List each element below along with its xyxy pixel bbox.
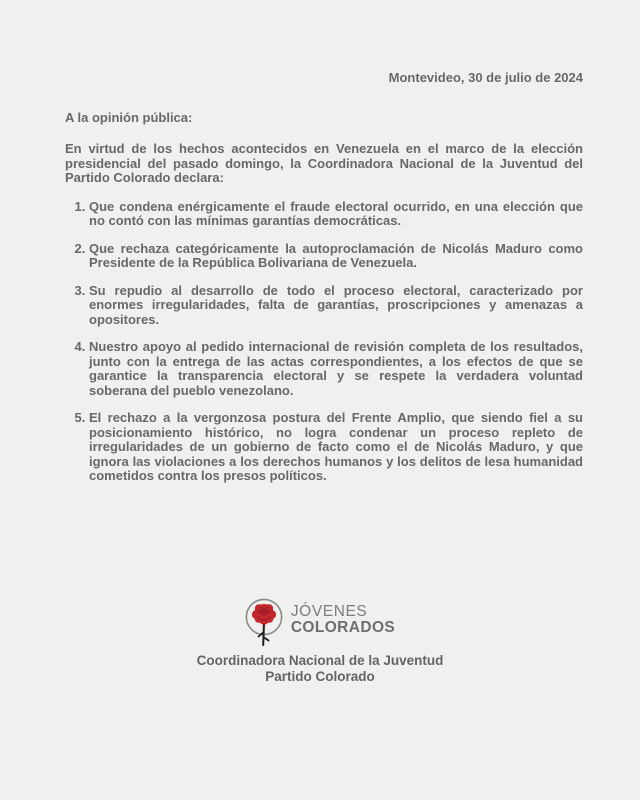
declaration-item-1: 1. Que condena enérgicamente el fraude electoral ocurrido, en una elección que no contó con las mínimas garantías democráticas. bbox=[89, 200, 583, 229]
logo-word-jovenes: JÓVENES bbox=[290, 603, 368, 620]
declaration-item-2: 2. Que rechaza categóricamente la autoproclamación de Nicolás Maduro como Presidente de la República Bolivariana de Venezuela. bbox=[89, 242, 583, 271]
declaration-list bbox=[65, 200, 583, 484]
logo-block bbox=[0, 598, 640, 653]
signature-line-1: Coordinadora Nacional de la Juventud bbox=[196, 653, 444, 668]
statement-body bbox=[65, 71, 583, 497]
declaration-item-4: 4. Nuestro apoyo al pedido internacional de revisión completa de los resultados, junto con la entrega de las actas correspondientes, a los efectos de que se garantice la transparencia electoral y se respete la verdadera voluntad soberana del pueblo venezolano. bbox=[89, 340, 583, 398]
jovenes-colorados-logo bbox=[245, 598, 395, 653]
dateline: Montevideo, 30 de julio de 2024 bbox=[388, 70, 583, 85]
declaration-item-5: 5. El rechazo a la vergonzosa postura del Frente Amplio, que siendo fiel a su posicionamiento histórico, no logra condenar un proceso repleto de irregularidades de un gobierno de facto como el de Nicolás Maduro, y que ignora las violaciones a los derechos humanos y los delitos de lesa humanidad cometidos contra los presos políticos. bbox=[89, 411, 583, 484]
logo-wordmark bbox=[291, 604, 395, 636]
declaration-item-3: 3. Su repudio al desarrollo de todo el proceso electoral, caracterizado por enormes irregularidades, falta de garantías, proscripciones y amenazas a opositores. bbox=[89, 284, 583, 328]
red-carnation-icon bbox=[245, 598, 283, 653]
signature-block bbox=[0, 653, 640, 685]
intro-paragraph: En virtud de los hechos acontecidos en Venezuela en el marco de la elección presidencial del pasado domingo, la Coordinadora Nacional de la Juventud del Partido Colorado declara: bbox=[65, 141, 583, 185]
salutation: A la opinión pública: bbox=[65, 109, 193, 125]
signature-line-2: Partido Colorado bbox=[265, 669, 375, 684]
logo-word-colorados: COLORADOS bbox=[290, 619, 396, 636]
